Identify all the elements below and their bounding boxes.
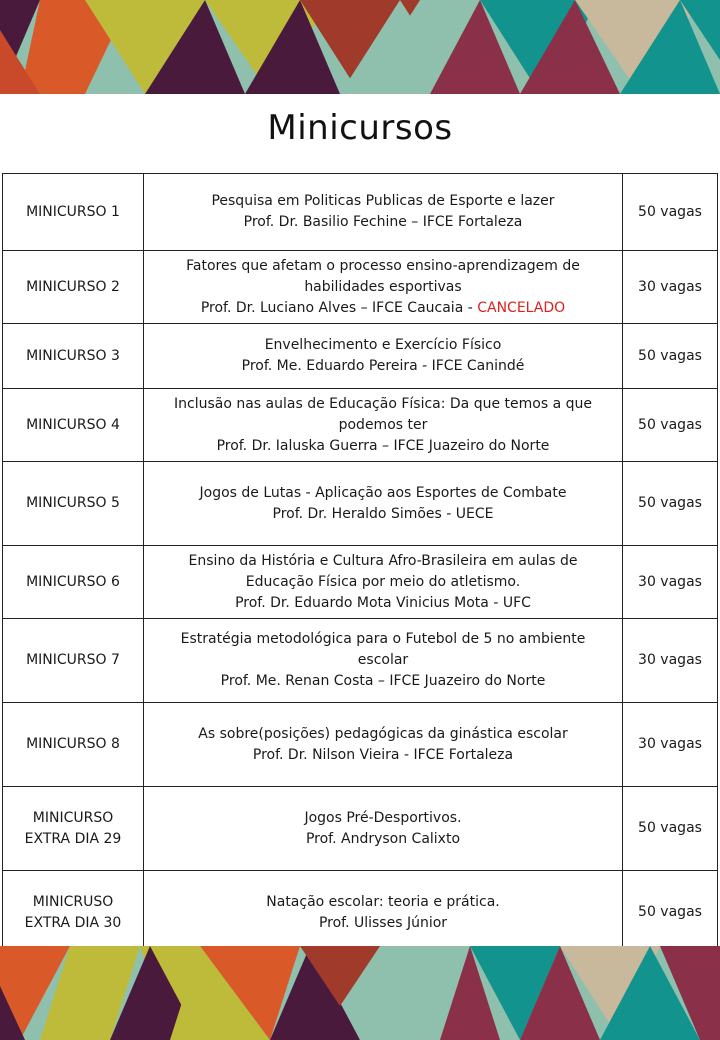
course-instructor-line <box>150 298 616 319</box>
course-instructor: Prof. Me. Eduardo Pereira - IFCE Canindé <box>241 358 525 374</box>
course-title: Ensino da História e Cultura Afro-Brasileira em aulas de <box>188 552 578 569</box>
course-instructor: Prof. Dr. Basilio Fechine – IFCE Fortaleza <box>243 214 523 230</box>
course-instructor: Prof. Dr. Luciano Alves – IFCE Caucaia - <box>200 299 478 316</box>
course-instructor: Prof. Me. Renan Costa – IFCE Juazeiro do Norte <box>220 673 546 689</box>
course-title: Fatores que afetam o processo ensino-aprendizagem de <box>186 257 580 274</box>
course-instructor: Prof. Dr. Ialuska Guerra – IFCE Juazeiro do Norte <box>216 437 550 454</box>
course-label: MINICURSO 1 <box>3 174 144 251</box>
table-row <box>3 389 718 462</box>
course-capacity: 50 vagas <box>623 389 718 462</box>
table-row <box>3 619 718 703</box>
course-title: Jogos de Lutas - Aplicação aos Esportes de Combate <box>199 484 567 501</box>
course-label-line: MINICRUSO <box>32 893 114 910</box>
course-description <box>144 324 623 389</box>
table-row <box>3 703 718 787</box>
course-instructor: Prof. Ulisses Júnior <box>318 914 448 931</box>
course-label: MINICURSO 6 <box>3 546 144 619</box>
course-title: Pesquisa em Politicas Publicas de Esporte e lazer <box>211 193 555 209</box>
top-decorative-banner <box>0 0 720 94</box>
course-description <box>144 251 623 324</box>
course-label: MINICURSO 8 <box>3 703 144 787</box>
course-capacity: 30 vagas <box>623 703 718 787</box>
cancelled-status: CANCELADO <box>477 299 566 316</box>
bottom-decorative-banner <box>0 946 720 1040</box>
course-description <box>144 871 623 955</box>
table-row <box>3 546 718 619</box>
course-label: MINICURSO 2 <box>3 251 144 324</box>
course-description <box>144 703 623 787</box>
course-capacity: 50 vagas <box>623 787 718 871</box>
table-row <box>3 787 718 871</box>
course-title: Envelhecimento e Exercício Físico <box>264 337 502 353</box>
table-row <box>3 174 718 251</box>
course-capacity: 50 vagas <box>623 324 718 389</box>
course-label-line: EXTRA DIA 30 <box>24 914 122 931</box>
course-title-continued: Educação Física por meio do atletismo. <box>245 573 521 590</box>
course-instructor: Prof. Dr. Heraldo Simões - UECE <box>272 505 494 522</box>
minicursos-table <box>2 173 718 955</box>
course-description <box>144 546 623 619</box>
course-description <box>144 619 623 703</box>
page-title: Minicursos <box>267 108 453 148</box>
course-capacity: 30 vagas <box>623 251 718 324</box>
course-title-continued: podemos ter <box>338 416 428 433</box>
course-title-continued: escolar <box>357 652 409 668</box>
course-title: As sobre(posições) pedagógicas da ginástica escolar <box>198 725 568 742</box>
course-label: MINICURSO 7 <box>3 619 144 703</box>
course-instructor: Prof. Dr. Eduardo Mota Vinicius Mota - UFC <box>235 594 531 611</box>
course-label: MINICURSO 4 <box>3 389 144 462</box>
course-description <box>144 389 623 462</box>
course-capacity: 50 vagas <box>623 174 718 251</box>
course-title-continued: habilidades esportivas <box>304 278 462 295</box>
course-title: Inclusão nas aulas de Educação Física: Da que temos a que <box>174 395 592 412</box>
course-label-line: EXTRA DIA 29 <box>24 830 122 847</box>
course-capacity: 30 vagas <box>623 546 718 619</box>
table-row <box>3 871 718 955</box>
course-description <box>144 787 623 871</box>
course-instructor: Prof. Andryson Calixto <box>305 830 461 847</box>
course-title: Natação escolar: teoria e prática. <box>266 893 500 910</box>
course-label <box>3 787 144 871</box>
course-title: Estratégia metodológica para o Futebol de 5 no ambiente <box>180 631 586 647</box>
course-capacity: 50 vagas <box>623 871 718 955</box>
table-row <box>3 251 718 324</box>
course-label: MINICURSO 3 <box>3 324 144 389</box>
course-label-line: MINICURSO <box>32 809 114 826</box>
course-label <box>3 871 144 955</box>
table-row <box>3 462 718 546</box>
course-label: MINICURSO 5 <box>3 462 144 546</box>
course-description <box>144 462 623 546</box>
course-capacity: 30 vagas <box>623 619 718 703</box>
course-title: Jogos Pré-Desportivos. <box>304 809 462 826</box>
course-description <box>144 174 623 251</box>
course-instructor: Prof. Dr. Nilson Vieira - IFCE Fortaleza <box>252 746 514 763</box>
course-capacity: 50 vagas <box>623 462 718 546</box>
table-row <box>3 324 718 389</box>
